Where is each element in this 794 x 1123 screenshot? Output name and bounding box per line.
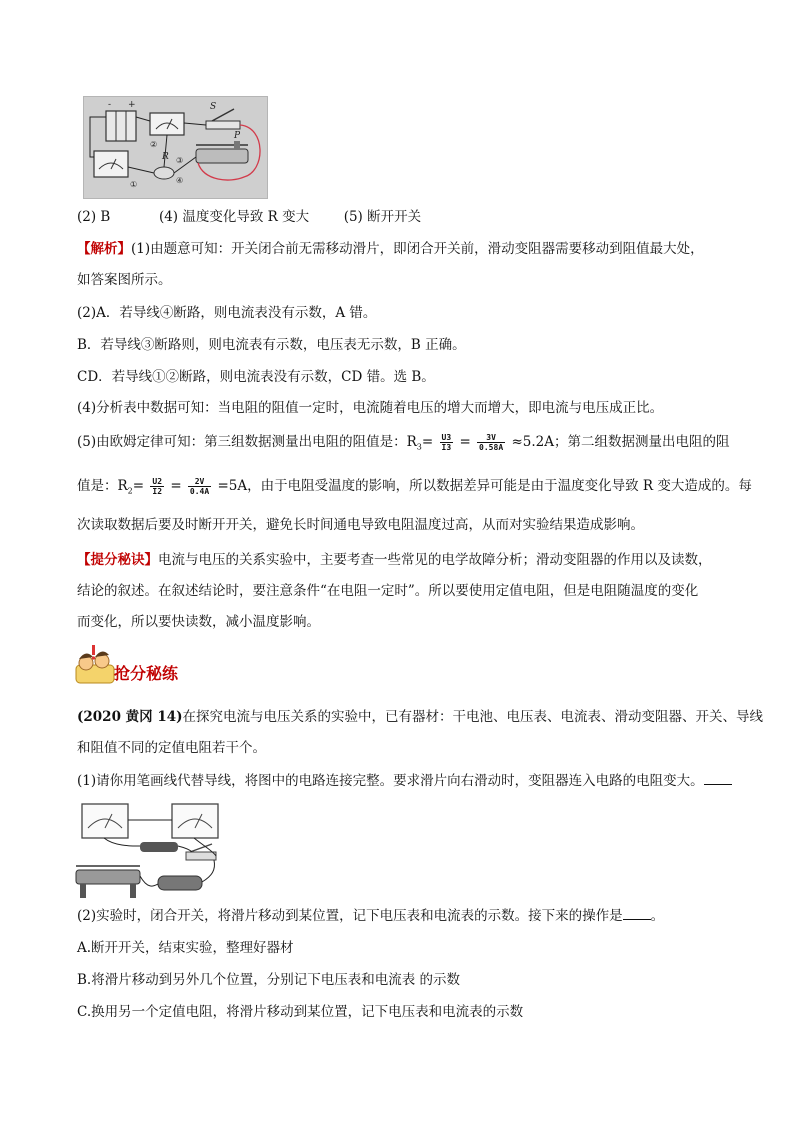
circuit-photo-question: [74, 800, 224, 900]
analysis-line-6: (4)分析表中数据可知：当电阻的阻值一定时，电流随着电压的增大而增大，即电流与电压成正比。: [77, 400, 664, 416]
resistor-r-label: R: [162, 152, 169, 162]
wire-3-label: ③: [176, 156, 184, 165]
question-line-1: (2020 黄冈 14)在探究电流与电压关系的实验中，已有器材：干电池、电压表、电流表、滑动变阻器、开关、导线: [77, 709, 764, 725]
analysis-tag: 【解析】: [77, 241, 131, 257]
fraction-2v-04a: $\frac{2V}{0.4A}$: [189, 477, 210, 496]
fraction-u2-i2: $\frac{U2}{I2}$: [152, 477, 163, 496]
answer-blank-2[interactable]: [623, 907, 651, 920]
analysis-line-2: 如答案图所示。: [77, 272, 172, 288]
answer-5: (5) 断开开关: [343, 209, 422, 225]
tips-tag: 【提分秘诀】: [77, 552, 158, 568]
tips-line-1: 【提分秘诀】电流与电压的关系实验中，主要考查一些常见的电学故障分析；滑动变阻器的作用以及读数，: [77, 552, 712, 568]
analysis-line-1: [77, 239, 704, 259]
section-cartoon-icon: [74, 645, 116, 685]
question-line-2: 和阻值不同的定值电阻若干个。: [77, 740, 266, 756]
answers-line: [77, 207, 421, 227]
analysis-line-4: B．若导线③断路则，则电流表有示数，电压表无示数，B 正确。: [77, 337, 466, 353]
tips-line-2: 结论的叙述。在叙述结论时，要注意条件“在电阻一定时”。所以要使用定值电阻，但是电阻随温度的变化: [77, 583, 699, 599]
analysis-line-9: 次读取数据后要及时断开开关，避免长时间通电导致电阻温度过高，从而对实验结果造成影响。: [77, 517, 644, 533]
option-b: B.将滑片移动到另外几个位置，分别记下电压表和电流表 的示数: [77, 972, 461, 988]
analysis-line-8: 值是：$R_2=$ $\frac{U2}{I2}$ = $\frac{2V}{0.4A}$ =5A，由于电阻受温度的影响，所以数据差异可能是由于温度变化导致 R 变大造成的。每: [77, 477, 752, 496]
apparatus-diagram: [74, 800, 224, 900]
section-title: 抢分秘练: [114, 664, 179, 683]
question-part-1: (1)请你用笔画线代替导线，将图中的电路连接完整。要求滑片向右滑动时，变阻器连入电路的电阻变大。: [77, 771, 732, 791]
question-source: (2020 黄冈 14): [77, 709, 183, 725]
answer-2: (2) B: [77, 209, 111, 225]
circuit-diagram: [84, 97, 267, 198]
analysis-line-7: (5)由欧姆定律可知：第三组数据测量出电阻的阻值是：$R_3=$ $\frac{U3}{I3}$ = $\frac{3V}{0.58A}$ ≈5.2A；第二组数据测量出电阻的阻: [77, 433, 730, 452]
analysis-text: (1)由题意可知：开关闭合前无需移动滑片，即闭合开关前，滑动变阻器需要移动到阻值最大处，: [131, 241, 704, 257]
battery-plus-label: +: [128, 100, 136, 110]
analysis-line-5: CD．若导线①②断路，则电流表没有示数，CD 错。选 B。: [77, 369, 435, 385]
answer-4: (4) 温度变化导致 R 变大: [158, 209, 310, 225]
wire-4-label: ④: [176, 176, 184, 185]
switch-s-label: S: [210, 102, 217, 112]
slider-p-label: P: [234, 131, 241, 141]
battery-minus-label: -: [108, 100, 112, 110]
tips-line-3: 而变化，所以要快读数，减小温度影响。: [77, 614, 320, 630]
option-a: A.断开开关，结束实验，整理好器材: [77, 940, 294, 956]
wire-2-label: ②: [150, 140, 158, 149]
wire-1-label: ①: [130, 180, 138, 189]
option-c: C.换用另一个定值电阻，将滑片移动到某位置，记下电压表和电流表的示数: [77, 1004, 524, 1020]
fraction-u3-i3: $\frac{U3}{I3}$: [441, 433, 452, 452]
circuit-photo-answer: [83, 96, 268, 199]
answer-blank-1[interactable]: [704, 772, 732, 785]
analysis-line-3: (2)A．若导线④断路，则电流表没有示数，A 错。: [77, 305, 377, 321]
question-part-2: (2)实验时，闭合开关，将滑片移动到某位置，记下电压表和电流表的示数。接下来的操作是 。: [77, 908, 665, 924]
fraction-3v-058a: $\frac{3V}{0.58A}$: [479, 433, 504, 452]
